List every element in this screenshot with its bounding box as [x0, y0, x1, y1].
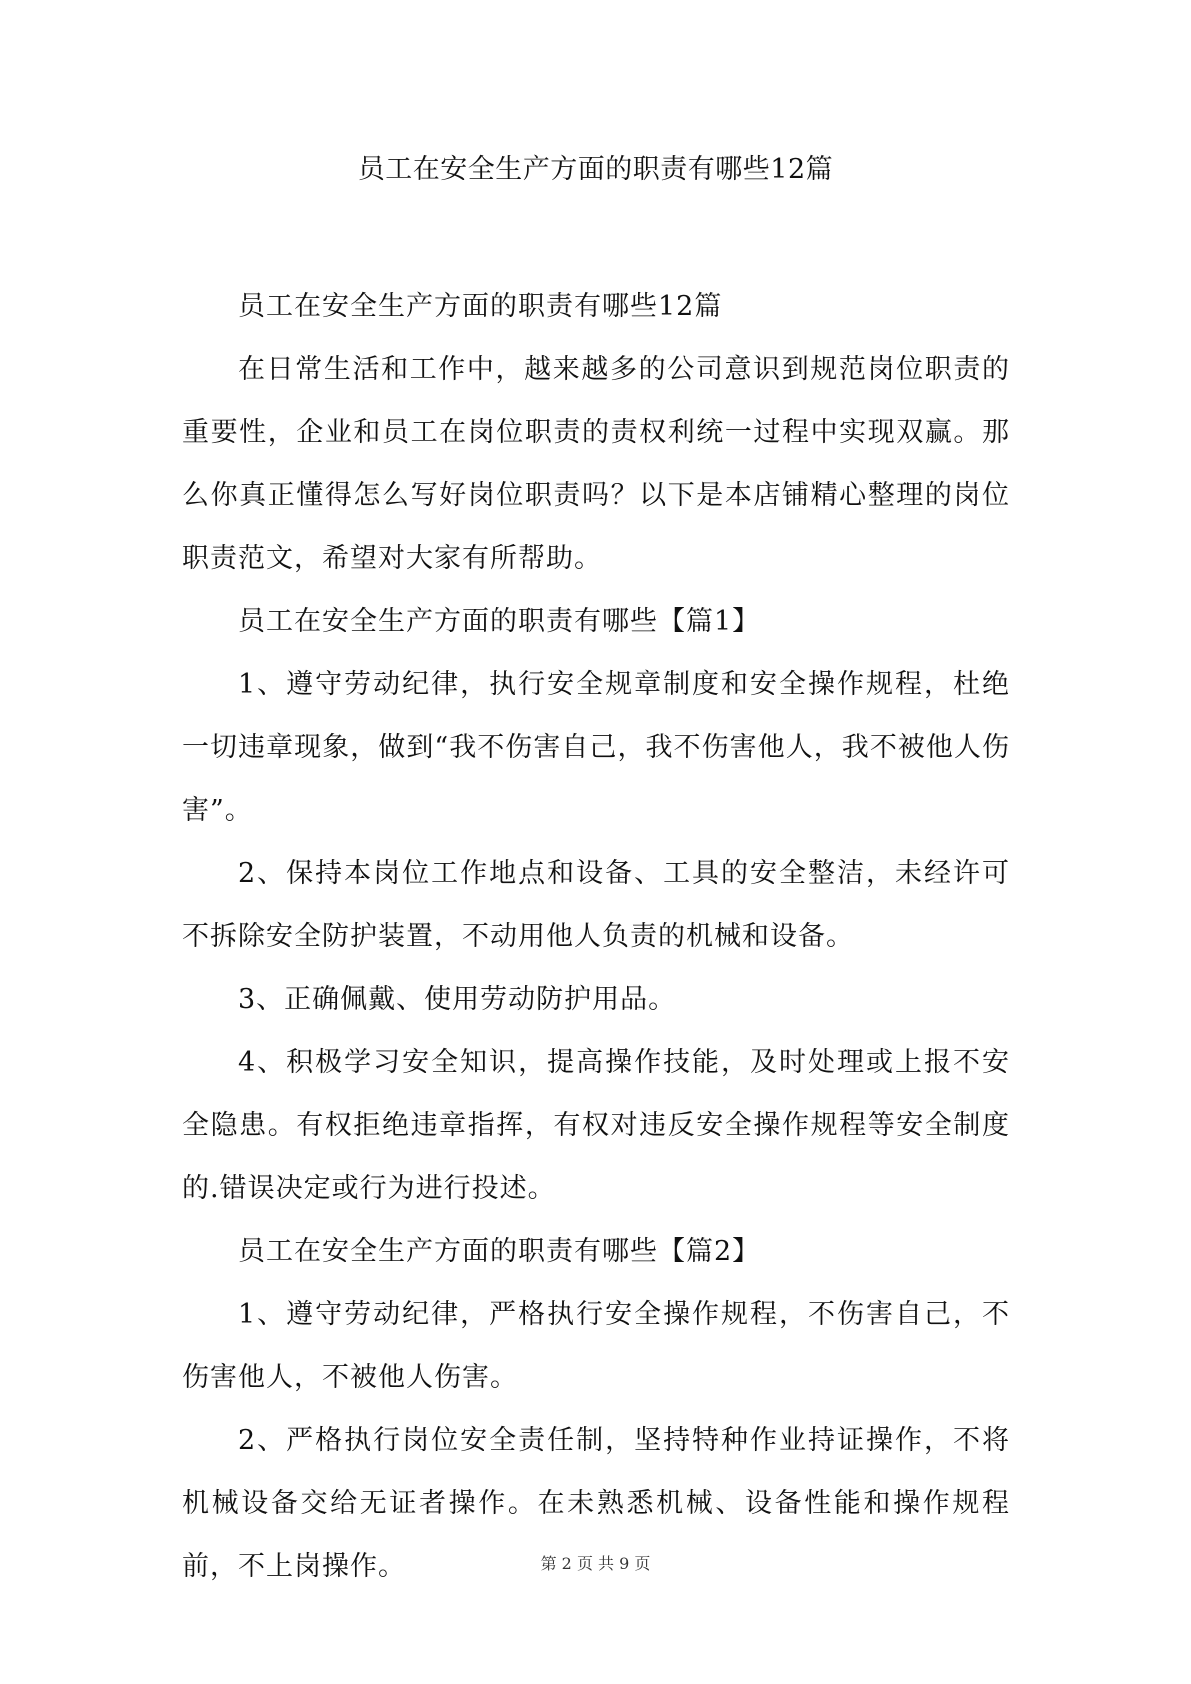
paragraph-heading: 员工在安全生产方面的职责有哪些12篇: [238, 291, 723, 322]
section-heading-1: 员工在安全生产方面的职责有哪些【篇1】: [238, 606, 761, 637]
section-heading-2: 员工在安全生产方面的职责有哪些【篇2】: [238, 1236, 761, 1267]
section-1-item-4: 4、积极学习安全知识，提高操作技能，及时处理或上报不安全隐患。有权拒绝违章指挥，有权对违反安全操作规程等安全制度的.错误决定或行为进行投述。: [182, 1047, 1010, 1204]
document-body: [182, 275, 1010, 1598]
document-title: 员工在安全生产方面的职责有哪些12篇: [357, 154, 834, 185]
section-1-item-2: 2、保持本岗位工作地点和设备、工具的安全整洁，未经许可不拆除安全防护装置，不动用他人负责的机械和设备。: [182, 858, 1010, 952]
section-1-item-1: 1、遵守劳动纪律，执行安全规章制度和安全操作规程，杜绝一切违章现象，做到“我不伤害自己，我不伤害他人，我不被他人伤害”。: [182, 669, 1010, 826]
section-2-item-2: 2、严格执行岗位安全责任制，坚持特种作业持证操作，不将机械设备交给无证者操作。在未熟悉机械、设备性能和操作规程前，不上岗操作。: [182, 1425, 1010, 1582]
page-footer: 第 2 页 共 9 页: [540, 1554, 651, 1573]
paragraph-intro: 在日常生活和工作中，越来越多的公司意识到规范岗位职责的重要性，企业和员工在岗位职责的责权利统一过程中实现双赢。那么你真正懂得怎么写好岗位职责吗？以下是本店铺精心整理的岗位职责范文，希望对大家有所帮助。: [182, 354, 1010, 574]
section-2-item-1: 1、遵守劳动纪律，严格执行安全操作规程，不伤害自己，不伤害他人，不被他人伤害。: [182, 1299, 1010, 1393]
section-1-item-3: 3、正确佩戴、使用劳动防护用品。: [238, 984, 677, 1015]
